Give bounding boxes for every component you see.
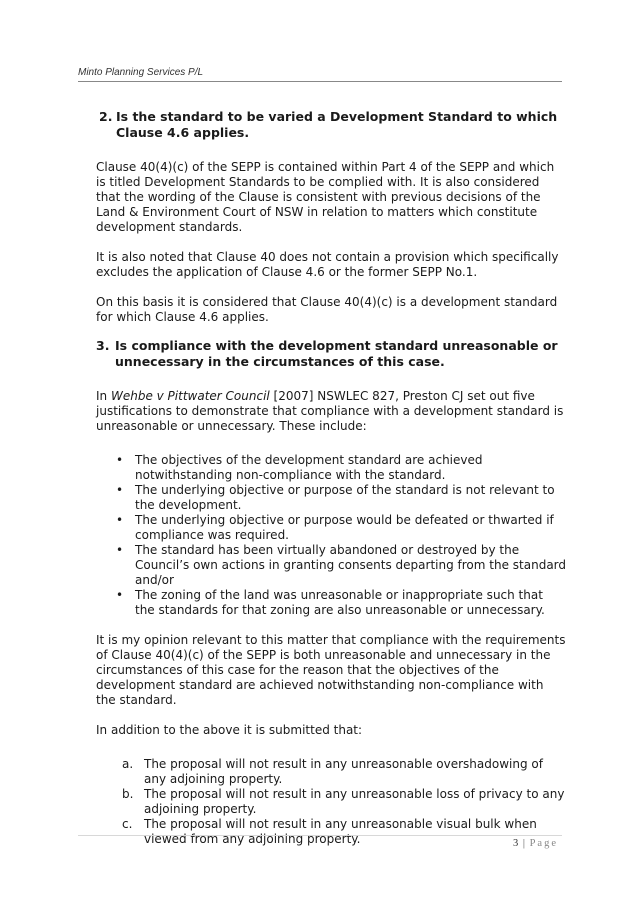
document-body	[96, 109, 566, 847]
list-item: • The underlying objective or purpose of the standard is not relevant to the development.	[116, 483, 555, 512]
list-item: • The underlying objective or purpose would be defeated or thwarted if compliance was required.	[116, 513, 554, 542]
paragraph-basis: On this basis it is considered that Clause 40(4)(c) is a development standard for which Clause 4.6 applies.	[96, 295, 558, 324]
section-2-title: Is the standard to be varied a Development Standard to which Clause 4.6 applies.	[116, 109, 558, 140]
paragraph-clause-40: Clause 40(4)(c) of the SEPP is contained within Part 4 of the SEPP and which is titled Development Standards to be complied with. It is also considered that the wording of the Clause is consistent with previous decisions of the Land & Environment Court of NSW in relation to matters which constitute development standards.	[96, 160, 555, 234]
section-2-number: 2.	[99, 109, 113, 124]
list-item: • The standard has been virtually abandoned or destroyed by the Council’s own actions in granting consents departing from the standard and/or	[116, 543, 567, 587]
list-item: • The objectives of the development standard are achieved notwithstanding non-compliance with the standard.	[116, 453, 483, 482]
bullet-icon: •	[116, 483, 124, 497]
bullet-icon: •	[116, 513, 124, 527]
page-number: 3	[512, 838, 520, 849]
paragraph-opinion: It is my opinion relevant to this matter that compliance with the requirements of Clause 40(4)(c) of the SEPP is both unreasonable and unnecessary in the circumstances of this case for the reason that the objectives of the development standard are achieved notwithstanding non-compliance with the standard.	[96, 633, 566, 707]
paragraph-addition-intro: In addition to the above it is submitted that:	[96, 723, 363, 737]
section-3-heading	[96, 338, 566, 370]
page-label: Page	[529, 838, 558, 849]
section-3-title: Is compliance with the development standard unreasonable or unnecessary in the circumstances of this case.	[115, 338, 558, 369]
intro-prefix: In	[96, 389, 111, 403]
paragraph-wehbe-intro	[96, 389, 566, 434]
intro-suffix: [2007] NSWLEC 827, Preston CJ set out five justifications to demonstrate that compliance with a development standard is unreasonable or unnecessary. These include:	[96, 389, 564, 433]
page-footer	[513, 838, 558, 849]
section-3-number: 3.	[96, 338, 110, 353]
paragraph-clause-40-note: It is also noted that Clause 40 does not contain a provision which specifically excludes the application of Clause 4.6 or the former SEPP No.1.	[96, 250, 559, 279]
company-name: Minto Planning Services P/L	[78, 67, 204, 78]
submissions-list	[122, 757, 566, 847]
footer-separator: |	[522, 838, 526, 849]
bullet-icon: •	[116, 453, 124, 467]
bullet-icon: •	[116, 588, 124, 602]
justifications-list	[116, 453, 566, 618]
case-name: Wehbe v Pittwater Council	[110, 389, 270, 403]
list-item: a. The proposal will not result in any unreasonable overshadowing of any adjoining property.	[122, 757, 543, 786]
list-item: c. The proposal will not result in any unreasonable visual bulk when viewed from any adjoining property.	[122, 817, 537, 846]
list-item: b. The proposal will not result in any unreasonable loss of privacy to any adjoining property.	[122, 787, 565, 816]
list-item: • The zoning of the land was unreasonable or inappropriate such that the standards for that zoning are also unreasonable or unnecessary.	[116, 588, 545, 617]
section-2-heading	[99, 109, 566, 141]
bullet-icon: •	[116, 543, 124, 557]
page-header	[78, 67, 562, 82]
footer-divider	[78, 835, 562, 836]
